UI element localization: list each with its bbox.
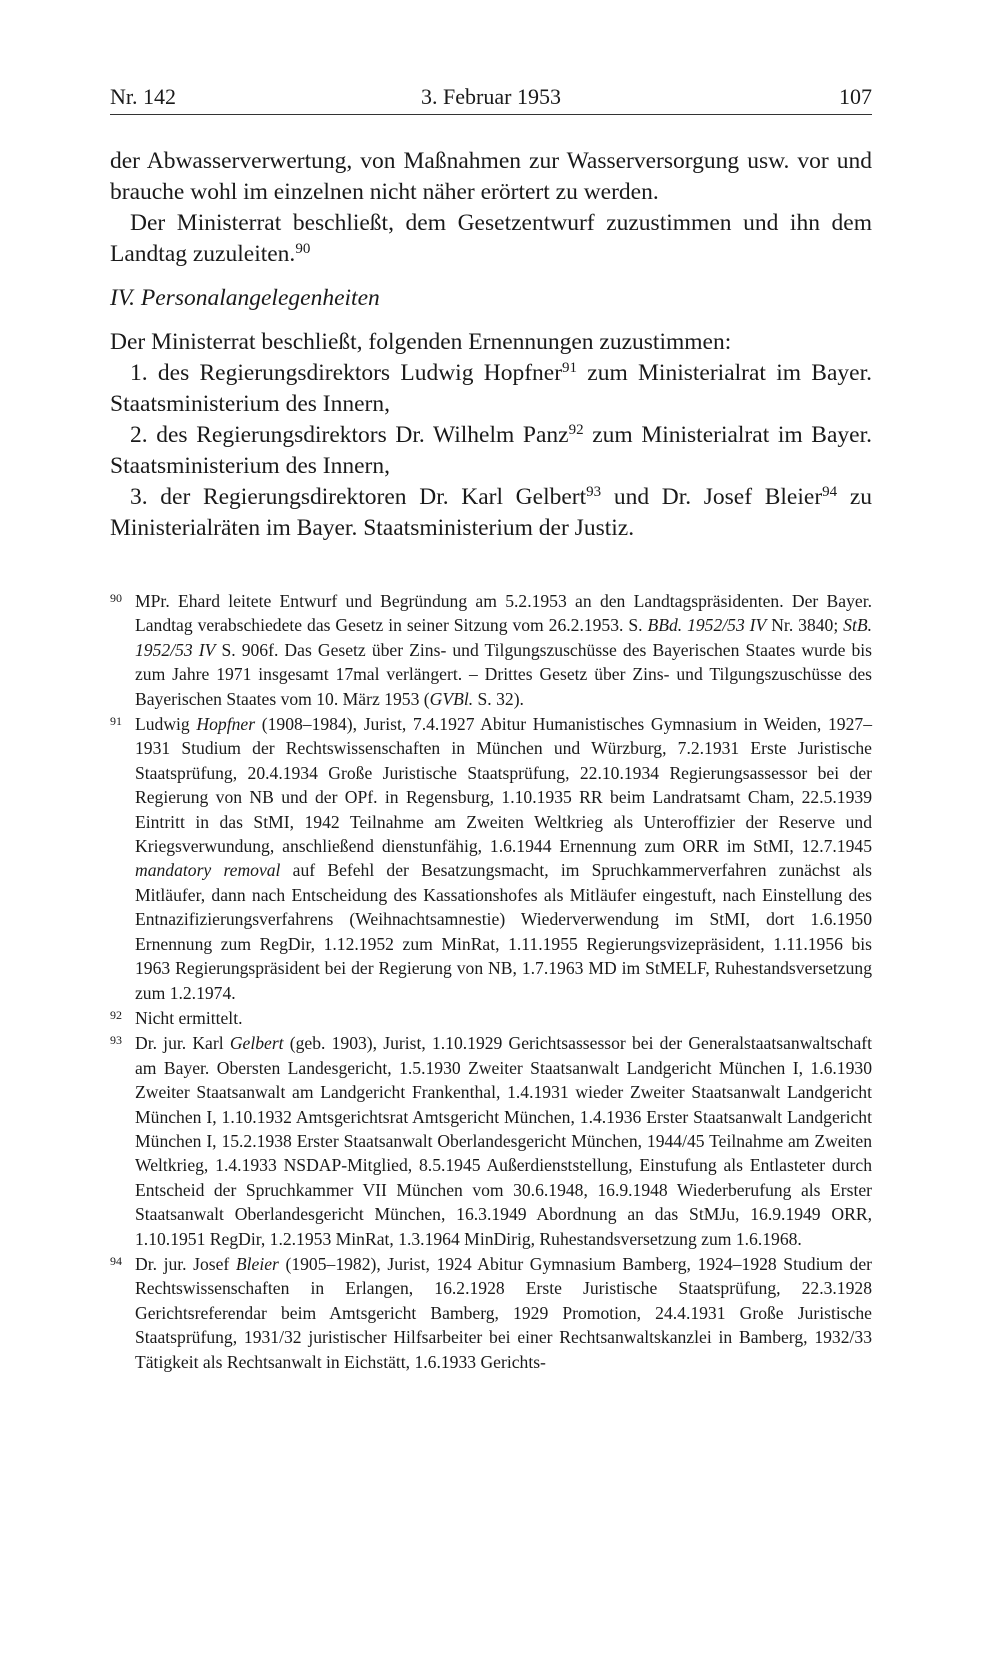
footnote-text: auf Befehl der Besatzungsmacht, im Spruchkammerverfahren zunächst als Mitläufer, dann nach Entscheidung des Kassationshofes als Mitläufer eingestuft, nach Einstellung des Entnazifizierungsverfahrens (Weihnachtsamnestie) Wiederverwendung im StMI, dort 1.6.1950 Ernennung zum RegDir, 1.12.1952 zum MinRat, 1.11.1955 Regierungsvizepräsident, 1.11.1956 bis 1963 Regierungspräsident bei der Regierung von NB, 1.7.1963 MD im StMELF, Ruhestandsversetzung zum 1.2.1974.: [135, 860, 872, 1003]
list-item-2-text-b: zum Ministerialrat im Bayer. Staatsministerium des Innern,: [110, 422, 872, 479]
footnote-citation: GVBl.: [429, 688, 474, 709]
footnote-citation: StB. 1952/53 IV: [135, 615, 872, 660]
paragraph-2-text: Der Ministerrat beschließt, dem Gesetzentwurf zuzustimmen und ihn dem Landtag zuzuleiten.: [110, 210, 872, 267]
footnote-number: 91: [110, 714, 122, 729]
footnote-number: 92: [110, 1007, 122, 1022]
list-item-3-text-b: und Dr. Josef Bleier: [601, 484, 823, 510]
footnote-text: S. 32).: [473, 688, 524, 709]
list-item-1: [110, 358, 872, 420]
footnote-text: MPr. Ehard leitete Entwurf und Begründung am 5.2.1953 an den Landtagspräsidenten. Der Bayer. Landtag verabschiedete das Gesetz in seiner Sitzung vom 26.2.1953. S.: [135, 591, 872, 636]
paragraph-1: der Abwasserverwertung, von Maßnahmen zur Wasserversorgung usw. vor und brauche wohl im einzelnen nicht näher erörtert zu werden.: [110, 148, 872, 205]
page-date: 3. Februar 1953: [421, 84, 561, 109]
list-item-1-text-b: zum Ministerialrat im Bayer. Staatsministerium des Innern,: [110, 360, 872, 417]
page-number: 107: [839, 84, 872, 109]
list-item-3-text: 3. der Regierungsdirektoren Dr. Karl Gelbert: [130, 484, 587, 510]
footnote-person-name: Gelbert: [229, 1033, 284, 1054]
footnote-93: [110, 1031, 872, 1251]
list-item-2-text: 2. des Regierungsdirektors Dr. Wilhelm Panz: [130, 422, 569, 448]
list-item-1-text: 1. des Regierungsdirektors Ludwig Hopfner: [130, 360, 563, 386]
footnote-92: [110, 1006, 872, 1030]
main-text: [110, 146, 872, 544]
footnote-text: Dr. jur. Josef: [135, 1253, 236, 1274]
footnote-number: 94: [110, 1253, 122, 1268]
document-number: Nr. 142: [110, 84, 176, 109]
footnote-text: S. 906f. Das Gesetz über Zins- und Tilgungszuschüsse des Bayerischen Staates wurde bis zum Jahre 1971 insgesamt 17mal verlängert. – Drittes Gesetz über Zins- und Tilgungszuschüsse des Bayerischen Staates vom 10. März 1953 (: [135, 639, 872, 709]
footnote-italic-term: mandatory removal: [135, 860, 281, 881]
footnote-91: [110, 712, 872, 1005]
list-item-3-text-c: zu Ministerialräten im Bayer. Staatsministerium der Justiz.: [110, 484, 872, 541]
footnote-citation: BBd. 1952/53 IV: [647, 615, 767, 636]
list-item-2: [110, 420, 872, 482]
footnote-text: Nicht ermittelt.: [135, 1007, 243, 1028]
footnote-number: 93: [110, 1033, 122, 1048]
footnote-text: (1908–1984), Jurist, 7.4.1927 Abitur Humanistisches Gymnasium in Weiden, 1927–1931 Studium der Rechtswissenschaften in München und Würzburg, 7.2.1931 Erste Juristische Staatsprüfung, 20.4.1934 Große Juristische Staatsprüfung, 22.10.1934 Regierungsassessor bei der Regierung von NB und der OPf. in Regensburg, 1.10.1935 RR beim Landratsamt Cham, 22.5.1939 Eintritt in das StMI, 1942 Teilnahme am Zweiten Weltkrieg als Unteroffizier der Reserve und Kriegsverwundung, anschließend dienstunfähig, 1.6.1944 Ernennung zum ORR im StMI, 12.7.1945: [135, 714, 872, 857]
footnote-text: Dr. jur. Karl: [135, 1033, 230, 1054]
paragraph-2: [110, 208, 872, 270]
footnote-person-name: Hopfner: [196, 714, 256, 735]
footnote-90: [110, 589, 872, 711]
footnote-94: [110, 1252, 872, 1374]
footnote-number: 90: [110, 591, 122, 605]
footnote-ref-90[interactable]: 90: [295, 241, 311, 257]
footnote-ref-92[interactable]: 92: [568, 422, 584, 438]
footnote-text: (1905–1982), Jurist, 1924 Abitur Gymnasium Bamberg, 1924–1928 Studium der Rechtswissenschaften in Erlangen, 16.2.1928 Erste Juristische Staatsprüfung, 22.3.1928 Gerichtsreferendar beim Amtsgericht Bamberg, 1929 Promotion, 24.4.1931 Große Juristische Staatsprüfung, 1931/32 juristischer Hilfsarbeiter bei einer Rechtsanwaltskanzlei in Bamberg, 1932/33 Tätigkeit als Rechtsanwalt in Eichstätt, 1.6.1933 Gerichts-: [135, 1253, 872, 1372]
footnote-text: Nr. 3840;: [766, 615, 844, 636]
paragraph-3: Der Ministerrat beschließt, folgenden Ernennungen zuzustimmen:: [110, 329, 732, 355]
footnotes: [110, 589, 872, 1374]
footnote-ref-93[interactable]: 93: [586, 484, 602, 500]
page-header: [110, 84, 872, 115]
footnote-ref-94[interactable]: 94: [822, 484, 838, 500]
section-heading: IV. Personalangelegenheiten: [110, 285, 380, 311]
list-item-3: [110, 482, 872, 544]
footnote-person-name: Bleier: [235, 1253, 279, 1274]
footnote-text: (geb. 1903), Jurist, 1.10.1929 Gerichtsassessor bei der Generalstaatsanwaltschaft am Bayer. Obersten Landesgericht, 1.5.1930 Zweiter Staatsanwalt Landgericht München I, 1.6.1930 Zweiter Staatsanwalt am Landgericht Frankenthal, 1.4.1931 wieder Zweiter Staatsanwalt Landgericht München I, 1.10.1932 Amtsgerichtsrat Amtsgericht München, 1.4.1936 Erster Staatsanwalt Landgericht München I, 15.2.1938 Erster Staatsanwalt Oberlandesgericht München, 1944/45 Teilnahme am Zweiten Weltkrieg, 1.4.1933 NSDAP-Mitglied, 8.5.1945 Außerdienststellung, Einstufung als Entlasteter durch Entscheid der Spruchkammer VII München vom 30.6.1948, 16.9.1948 Wiederberufung als Erster Staatsanwalt Oberlandesgericht München, 16.3.1949 Abordnung an das StMJu, 16.9.1949 ORR, 1.10.1951 RegDir, 1.2.1953 MinRat, 1.3.1964 MinDirig, Ruhestandsversetzung zum 1.6.1968.: [135, 1033, 872, 1249]
footnote-ref-91[interactable]: 91: [562, 360, 578, 376]
footnote-text: Ludwig: [135, 714, 197, 735]
